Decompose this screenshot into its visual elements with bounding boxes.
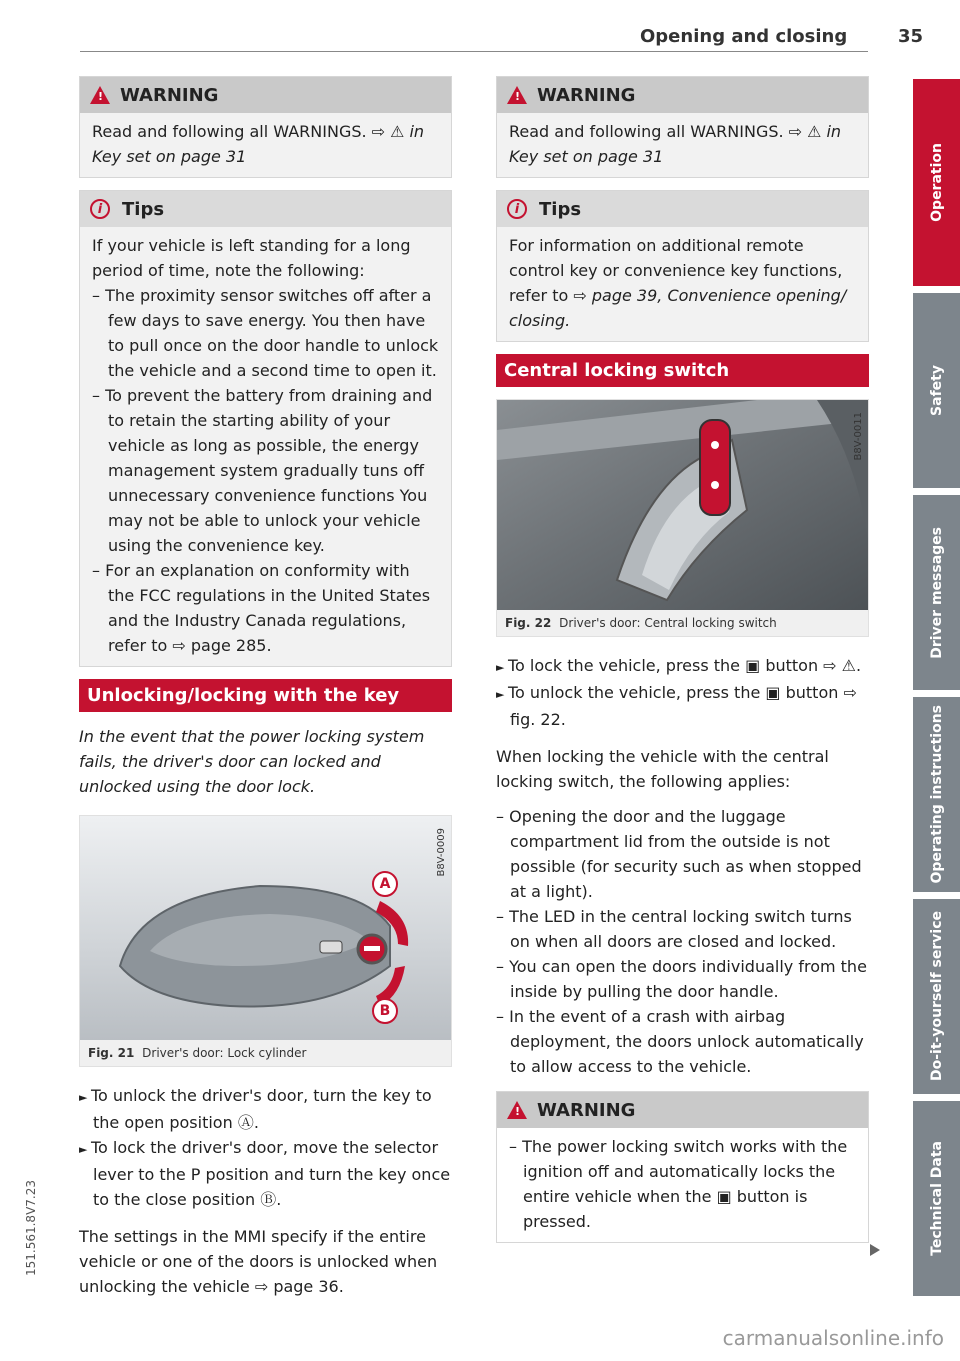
tips-body <box>497 227 868 341</box>
figure-caption <box>80 1040 451 1066</box>
warning-body <box>497 1128 868 1242</box>
list-item: ► To unlock the driver's door, turn the key to the open position Ⓐ. <box>79 1083 452 1135</box>
warning-text-content: The power locking switch works with the ignition off and automatically locks the entire vehicle when the ▣ button is pressed. <box>522 1137 848 1231</box>
closing-paragraph: The settings in the MMI specify if the entire vehicle or one of the doors is unlocked when unlocking the vehicle ⇨ page 36. <box>79 1227 438 1296</box>
page-header-title: Opening and closing <box>640 26 848 47</box>
info-icon: i <box>507 199 527 219</box>
list-item: ► To unlock the vehicle, press the ▣ button ⇨ fig. 22. <box>496 680 869 732</box>
warning-ref-link[interactable]: ⇨ ⚠ in Key set on page 31 <box>92 122 425 166</box>
figure-code: B8V-0009 <box>436 828 447 877</box>
tab-label: Safety <box>928 365 945 416</box>
tab-label: Technical Data <box>928 1141 945 1256</box>
tab-label: Do-it-yourself service <box>928 911 945 1082</box>
list-item: – To prevent the battery from draining and to retain the starting ability of your vehicle as long as possible, the energy management system gradually tuns off unnecessary convenience functions You may not be able to unlock your vehicle using the convenience key. <box>92 383 439 558</box>
continue-arrow-icon <box>870 1244 880 1256</box>
callout-a: A <box>372 871 398 897</box>
tips-title: Tips <box>122 198 165 220</box>
tips-text: For information on additional remote control key or convenience key functions, refer to <box>509 236 843 305</box>
tab-operation[interactable] <box>913 79 960 286</box>
warning-title: WARNING <box>537 1099 636 1121</box>
instruction-list <box>79 1083 452 1212</box>
warning-triangle-icon <box>507 1101 527 1119</box>
lock-cylinder-illustration <box>80 816 451 1040</box>
tab-label: Operation <box>928 143 945 222</box>
tips-title: Tips <box>539 198 582 220</box>
door-panel-drawing <box>497 400 868 610</box>
tips-intro: If your vehicle is left standing for a long period of time, note the following: <box>92 236 411 280</box>
tab-label: Operating instructions <box>928 705 945 884</box>
right-column <box>496 76 869 1255</box>
tab-driver-messages[interactable] <box>913 495 960 690</box>
warning-text: Read and following all WARNINGS. <box>92 122 367 141</box>
figure-label: Fig. 22 <box>505 616 552 630</box>
list-item: ► To lock the vehicle, press the ▣ button ⇨ ⚠. <box>496 653 869 680</box>
tips-body <box>80 227 451 666</box>
chapter-tabs <box>913 79 960 1303</box>
list-item: – The proximity sensor switches off after a few days to save energy. You then have to pull once on the door handle to unlock the vehicle and a second time to open it. <box>92 283 439 383</box>
tips-header <box>80 191 451 227</box>
central-locking-illustration <box>497 400 868 610</box>
tips-box <box>496 190 869 342</box>
tips-header <box>497 191 868 227</box>
left-column <box>79 76 452 1309</box>
warning-header <box>497 1092 868 1128</box>
figure-label: Fig. 21 <box>88 1046 135 1060</box>
tab-technical-data[interactable] <box>913 1101 960 1296</box>
warning-body <box>80 113 451 177</box>
callout-b: B <box>372 998 398 1024</box>
tab-operating-instructions[interactable] <box>913 697 960 892</box>
list-item: – You can open the doors individually from the inside by pulling the door handle. <box>496 954 869 1004</box>
tab-safety[interactable] <box>913 293 960 488</box>
instruction-list <box>496 653 869 732</box>
document-code: 151.561.8V7.23 <box>24 1180 38 1276</box>
list-item: – For an explanation on conformity with the FCC regulations in the United States and the Industry Canada regulations, refer to ⇨ page 285. <box>92 558 439 658</box>
warning-box <box>496 76 869 178</box>
warning-header <box>497 77 868 113</box>
conditions-list <box>496 804 869 1079</box>
warning-box <box>79 76 452 178</box>
body-paragraph: When locking the vehicle with the central locking switch, the following applies: <box>496 747 829 791</box>
figure-code: B8V-0011 <box>853 412 864 461</box>
list-item: – Opening the door and the luggage compartment lid from the outside is not possible (for security such as when stopped at a light). <box>496 804 869 904</box>
list-item: – The LED in the central locking switch turns on when all doors are closed and locked. <box>496 904 869 954</box>
watermark: carmanualsonline.info <box>722 1326 944 1350</box>
warning-text: – The power locking switch works with the ignition off and automatically locks the entire vehicle when the ▣ button is pressed. <box>509 1137 848 1231</box>
tab-label: Driver messages <box>928 526 945 659</box>
warning-body <box>497 113 868 177</box>
warning-triangle-icon <box>507 86 527 104</box>
tips-box <box>79 190 452 667</box>
section-title-unlocking: Unlocking/locking with the key <box>79 679 452 712</box>
list-item: – In the event of a crash with airbag deployment, the doors unlock automatically to allow access to the vehicle. <box>496 1004 869 1079</box>
figure-caption <box>497 610 868 636</box>
figure-central-locking-switch <box>496 399 869 637</box>
warning-ref-link[interactable]: ⇨ ⚠ in Key set on page 31 <box>509 122 842 166</box>
warning-header <box>80 77 451 113</box>
tips-ref-link[interactable]: ⇨ page 39, Convenience opening/ closing. <box>509 286 847 330</box>
info-icon: i <box>90 199 110 219</box>
figure-caption-text: Driver's door: Central locking switch <box>559 616 777 630</box>
header-rule <box>80 51 868 52</box>
list-item: ► To lock the driver's door, move the selector lever to the P position and turn the key once to the close position Ⓑ. <box>79 1135 452 1212</box>
section-intro: In the event that the power locking system fails, the driver's door can locked and unlocked using the door lock. <box>79 727 425 796</box>
figure-caption-text: Driver's door: Lock cylinder <box>142 1046 307 1060</box>
warning-title: WARNING <box>537 84 636 106</box>
warning-triangle-icon <box>90 86 110 104</box>
warning-text: Read and following all WARNINGS. <box>509 122 784 141</box>
warning-title: WARNING <box>120 84 219 106</box>
page-number: 35 <box>898 26 924 47</box>
warning-box-power-locking <box>496 1091 869 1243</box>
tips-list <box>92 283 439 658</box>
figure-lock-cylinder <box>79 815 452 1067</box>
tab-do-it-yourself-service[interactable] <box>913 899 960 1094</box>
section-title-central-locking: Central locking switch <box>496 354 869 387</box>
